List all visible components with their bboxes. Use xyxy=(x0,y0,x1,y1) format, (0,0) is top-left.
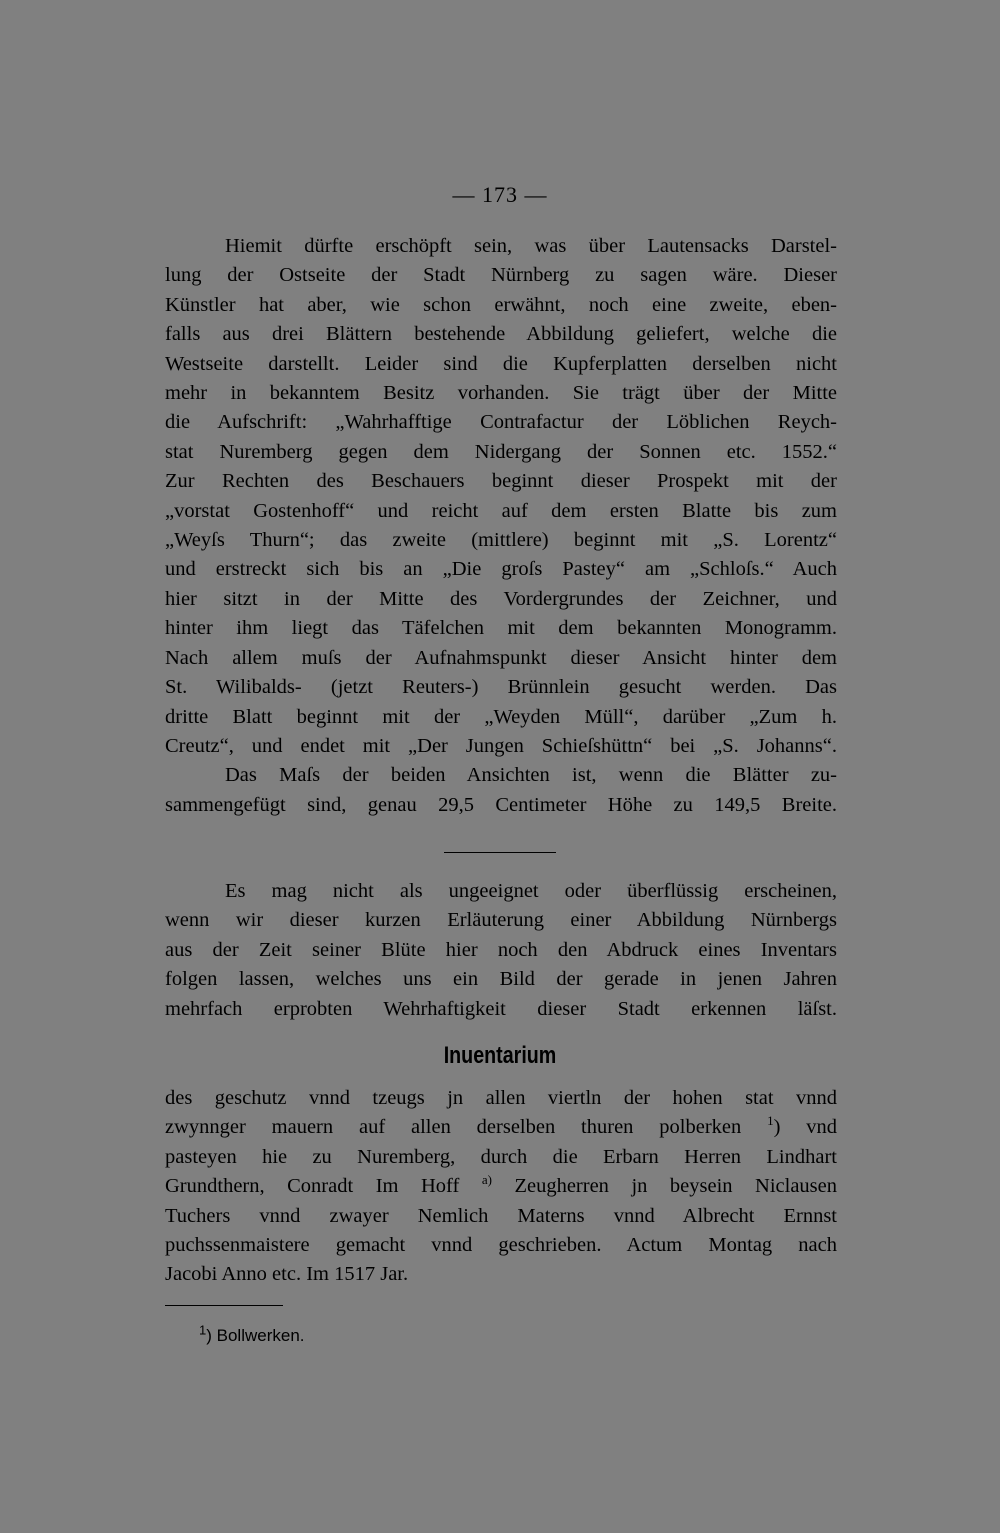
text-line: des geschutz vnnd tzeugs jn allen viertln der hohen stat vnnd xyxy=(165,1087,837,1109)
text-line: mehrfach erprobten Wehrhaftigkeit dieser Stadt erkennen läſst. xyxy=(165,997,837,1020)
text-line: Künstler hat aber, wie schon erwähnt, noch eine zweite, eben- xyxy=(165,293,837,316)
text-line: Nach allem muſs der Aufnahmspunkt dieser Ansicht hinter dem xyxy=(165,646,837,669)
text-line: mehr in bekanntem Besitz vorhanden. Sie trägt über der Mitte xyxy=(165,382,837,405)
text-line xyxy=(165,1172,837,1201)
text-line: Zur Rechten des Beschauers beginnt dieser Prospekt mit der xyxy=(165,470,837,493)
text-line: St. Wilibalds- (jetzt Reuters-) Brünnlein gesucht werden. Das xyxy=(165,676,837,699)
footnote-divider xyxy=(165,1305,283,1306)
text-line: hinter ihm liegt das Täfelchen mit dem bekannten Monogramm. xyxy=(165,617,837,640)
text-line: „Weyſs Thurn“; das zweite (mittlere) beginnt mit „S. Lorentz“ xyxy=(165,529,837,552)
text-line: puchssenmaistere gemacht vnnd geschrieben. Actum Montag nach xyxy=(165,1234,837,1257)
page-number: — 173 — xyxy=(452,182,548,207)
text-line: lung der Ostseite der Stadt Nürnberg zu sagen wäre. Dieser xyxy=(165,264,837,287)
text-line: die Aufschrift: „Wahrhafftige Contrafactur der Löblichen Reych- xyxy=(165,411,837,434)
text-line: pasteyen hie zu Nuremberg, durch die Erbarn Herren Lindhart xyxy=(165,1145,837,1168)
text-line: Das Maſs der beiden Ansichten ist, wenn die Blätter zu- xyxy=(225,764,837,787)
paragraph-lautensack xyxy=(165,232,837,820)
text-line: und erstreckt sich bis an „Die groſs Pastey“ am „Schloſs.“ Auch xyxy=(165,558,837,581)
inventory-heading: Inuentarium xyxy=(443,1042,557,1069)
text-line: aus der Zeit seiner Blüte hier noch den Abdruck eines Inventars xyxy=(165,938,837,961)
paragraph-inventory-intro xyxy=(165,877,837,1024)
footnote-reference: a) xyxy=(481,1172,492,1188)
text-line: sammengefügt sind, genau 29,5 Centimeter Höhe zu 149,5 Breite. xyxy=(165,793,837,816)
section-divider xyxy=(444,852,556,853)
text-segment: ) vnd xyxy=(773,1116,838,1139)
text-line: Tuchers vnnd zwayer Nemlich Materns vnnd Albrecht Ernnst xyxy=(165,1204,837,1227)
text-line: stat Nuremberg gegen dem Nidergang der Sonnen etc. 1552.“ xyxy=(165,440,837,463)
text-line: folgen lassen, welches uns ein Bild der gerade in jenen Jahren xyxy=(165,968,837,991)
text-segment: Zeugherren jn beysein Niclausen xyxy=(491,1175,838,1198)
text-segment: zwynnger mauern auf allen derselben thuren polberken xyxy=(165,1116,742,1139)
text-line: wenn wir dieser kurzen Erläuterung einer Abbildung Nürnbergs xyxy=(165,909,837,932)
text-line xyxy=(165,1113,837,1142)
text-line: Westseite darstellt. Leider sind die Kupferplatten derselben nicht xyxy=(165,352,837,375)
text-segment: Grundthern, Conradt Im Hoff xyxy=(165,1175,460,1198)
text-line: falls aus drei Blättern bestehende Abbildung geliefert, welche die xyxy=(165,323,837,346)
paragraph-inventory-text xyxy=(165,1084,837,1290)
footnote-reference: 1 xyxy=(767,1113,774,1129)
text-line: hier sitzt in der Mitte des Vordergrundes der Zeichner, und xyxy=(165,587,837,610)
footnote-text: ) Bollwerken. xyxy=(206,1326,305,1345)
footnote xyxy=(199,1322,305,1347)
text-line: „vorstat Gostenhoff“ und reicht auf dem ersten Blatte bis zum xyxy=(165,499,837,522)
text-line: Jacobi Anno etc. Im 1517 Jar. xyxy=(165,1263,409,1286)
footnote-marker: 1 xyxy=(199,1322,207,1338)
text-line: Hiemit dürfte erschöpft sein, was über Lautensacks Darstel- xyxy=(225,235,837,257)
text-line: dritte Blatt beginnt mit der „Weyden Müll“, darüber „Zum h. xyxy=(165,705,837,728)
text-line: Es mag nicht als ungeeignet oder überflüssig erscheinen, xyxy=(225,880,837,902)
text-line: Creutz“, und endet mit „Der Jungen Schieſshüttn“ bei „S. Johanns“. xyxy=(165,734,837,757)
